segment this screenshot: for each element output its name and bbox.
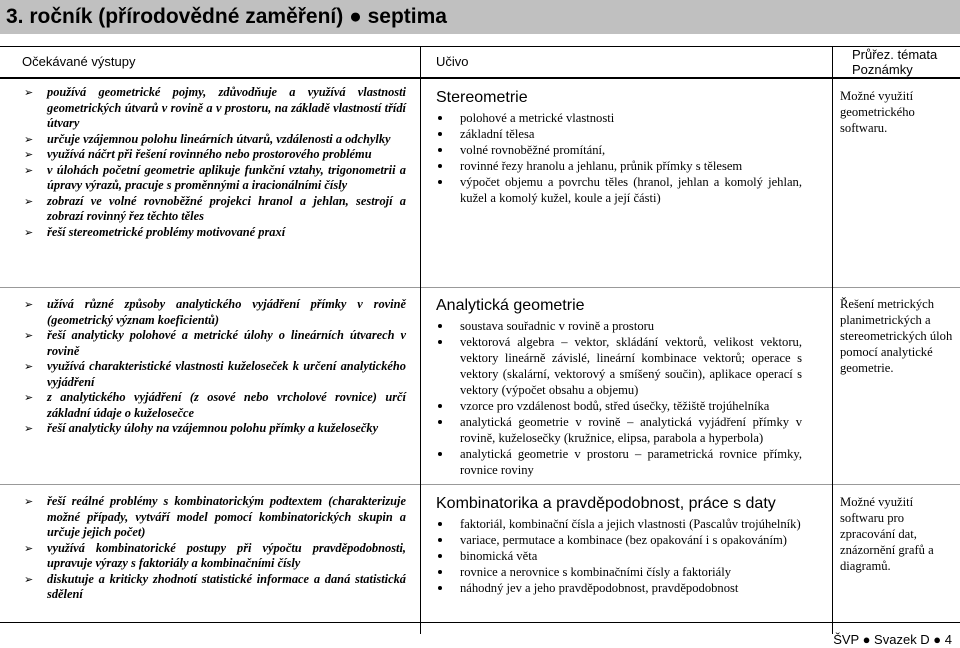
bullet-icon <box>438 538 442 542</box>
bullet-icon <box>438 116 442 120</box>
list-item: analytická geometrie v prostoru – parametrická rovnice přímky, rovnice roviny <box>436 446 802 478</box>
list-item: volné rovnoběžné promítání, <box>436 142 802 158</box>
bullet-icon <box>438 164 442 168</box>
list-item: analytická geometrie v rovině – analytická vyjádření přímky v rovině, kuželosečky (kružnice, elipsa, parabola a hyperbola) <box>436 414 802 446</box>
note-stereometry: Možné využití geometrického softwaru. <box>840 89 915 135</box>
bullet-icon <box>438 452 442 456</box>
list-item: polohové a metrické vlastnosti <box>436 110 802 126</box>
list-item: základní tělesa <box>436 126 802 142</box>
title-bar <box>0 0 960 34</box>
list-item: variace, permutace a kombinace (bez opakování i s opakováním) <box>436 532 802 548</box>
arrow-bullet-icon: ➢ <box>24 572 34 586</box>
column-divider <box>832 46 833 634</box>
row-separator <box>0 484 960 485</box>
list-item: ➢ používá geometrické pojmy, zdůvodňuje a využívá vlastnosti geometrických útvarů v rovině a v prostoru, na základě vlastností třídí útvary <box>24 85 406 130</box>
list-item: rovnice a nerovnice s kombinačními čísly a faktoriály <box>436 564 802 580</box>
bullet-icon <box>438 586 442 590</box>
bullet-icon <box>438 132 442 136</box>
list-item: ➢ využívá kombinatorické postupy při výpočtu pravděpodobnosti, upravuje výrazy s faktoriály a kombinačními čísly <box>24 540 406 570</box>
list-item: vzorce pro vzdálenost bodů, střed úsečky, těžiště trojúhelníka <box>436 398 802 414</box>
outcomes-list-combinatorics <box>22 494 406 603</box>
arrow-bullet-icon: ➢ <box>24 163 34 177</box>
header-notes: Poznámky <box>852 62 913 77</box>
arrow-bullet-icon: ➢ <box>24 360 34 373</box>
header-separator <box>0 77 960 79</box>
table-top-border <box>0 46 960 47</box>
outcomes-list-stereometry <box>22 85 406 240</box>
arrow-bullet-icon: ➢ <box>24 541 34 555</box>
list-item: ➢ užívá různé způsoby analytického vyjádření přímky v rovině (geometrický význam koeficientů) <box>24 297 406 327</box>
curriculum-list-analytic-geometry <box>436 318 802 478</box>
bullet-icon <box>438 522 442 526</box>
list-item: faktoriál, kombinační čísla a jejich vlastnosti (Pascalův trojúhelník) <box>436 516 802 532</box>
note-analytic-geometry: Řešení metrických planimetrických a stereometrických úloh pomocí analytické geometrie. <box>840 297 953 375</box>
list-item: ➢ řeší reálné problémy s kombinatorickým podtextem (charakterizuje možné případy, vytváří model pomocí kombinatorických skupin a určuje jejich počet) <box>24 494 406 539</box>
bullet-icon <box>438 148 442 152</box>
arrow-bullet-icon: ➢ <box>24 495 34 508</box>
list-item: ➢ využívá náčrt při řešení rovinného nebo prostorového problému <box>24 147 372 161</box>
arrow-bullet-icon: ➢ <box>24 194 34 208</box>
list-item: náhodný jev a jeho pravděpodobnost, pravděpodobnost <box>436 580 802 596</box>
curriculum-list-stereometry <box>436 110 802 206</box>
page-title: 3. ročník (přírodovědné zaměření) ● septima <box>6 5 447 28</box>
arrow-bullet-icon: ➢ <box>24 391 34 404</box>
list-item: ➢ řeší analyticky úlohy na vzájemnou polohu přímky a kuželosečky <box>24 421 379 435</box>
list-item: vektorová algebra – vektor, skládání vektorů, velikost vektoru, vektory lineárně závislé, lineární kombinace vektorů; operace s vektory (skalární, vektorový a smíšený součin), aplikace operací s vektory (výpočet obsahu a objemu) <box>436 334 802 398</box>
list-item: ➢ řeší analyticky polohové a metrické úlohy o lineárních útvarech v rovině <box>24 328 406 358</box>
table-bottom-border <box>0 622 960 623</box>
bullet-icon <box>438 340 442 344</box>
arrow-bullet-icon: ➢ <box>24 225 34 239</box>
bullet-icon <box>438 420 442 424</box>
arrow-bullet-icon: ➢ <box>24 132 34 146</box>
list-item: soustava souřadnic v rovině a prostoru <box>436 318 802 334</box>
section-title-analytic-geometry: Analytická geometrie <box>436 297 585 314</box>
arrow-bullet-icon: ➢ <box>24 148 34 161</box>
page-footer: ŠVP ● Svazek D ● 4 <box>833 632 952 647</box>
list-item: ➢ určuje vzájemnou polohu lineárních útvarů, vzdálenosti a odchylky <box>24 131 391 146</box>
column-divider <box>420 46 421 634</box>
bullet-icon <box>438 554 442 558</box>
curriculum-list-combinatorics <box>436 516 802 596</box>
outcomes-list-analytic-geometry <box>22 297 406 437</box>
arrow-bullet-icon: ➢ <box>24 86 34 99</box>
arrow-bullet-icon: ➢ <box>24 329 34 342</box>
arrow-bullet-icon: ➢ <box>24 422 34 435</box>
list-item: binomická věta <box>436 548 802 564</box>
header-curriculum: Učivo <box>436 54 469 69</box>
row-separator <box>0 287 960 288</box>
list-item: ➢ v úlohách početní geometrie aplikuje funkční vztahy, trigonometrii a úpravy výrazů, pracuje s proměnnými a iracionálními čísly <box>24 162 406 192</box>
bullet-icon <box>438 404 442 408</box>
list-item: ➢ řeší stereometrické problémy motivované praxí <box>24 224 286 239</box>
list-item: ➢ diskutuje a kriticky zhodnotí statistické informace a daná statistická sdělení <box>24 571 406 601</box>
arrow-bullet-icon: ➢ <box>24 298 34 311</box>
bullet-icon <box>438 324 442 328</box>
list-item: ➢ zobrazí ve volné rovnoběžné projekci hranol a jehlan, sestrojí a zobrazí rovinný řez těchto těles <box>24 193 406 223</box>
bullet-icon <box>438 180 442 184</box>
list-item: rovinné řezy hranolu a jehlanu, průnik přímky s tělesem <box>436 158 802 174</box>
list-item: výpočet objemu a povrchu těles (hranol, jehlan a komolý jehlan, kužel a komolý kužel, koule a její části) <box>436 174 802 206</box>
bullet-icon <box>438 570 442 574</box>
header-crosscut: Průřez. témata <box>852 47 938 62</box>
list-item: ➢ využívá charakteristické vlastnosti kuželoseček k určení analytického vyjádření <box>24 359 406 389</box>
note-combinatorics: Možné využití softwaru pro zpracování dat, znázornění grafů a diagramů. <box>840 495 934 573</box>
section-title-combinatorics: Kombinatorika a pravděpodobnost, práce s daty <box>436 495 776 512</box>
header-outcomes: Očekávané výstupy <box>22 54 136 69</box>
list-item: ➢ z analytického vyjádření (z osové nebo vrcholové rovnice) určí základní údaje o kuželosečce <box>24 390 406 420</box>
section-title-stereometry: Stereometrie <box>436 89 528 106</box>
